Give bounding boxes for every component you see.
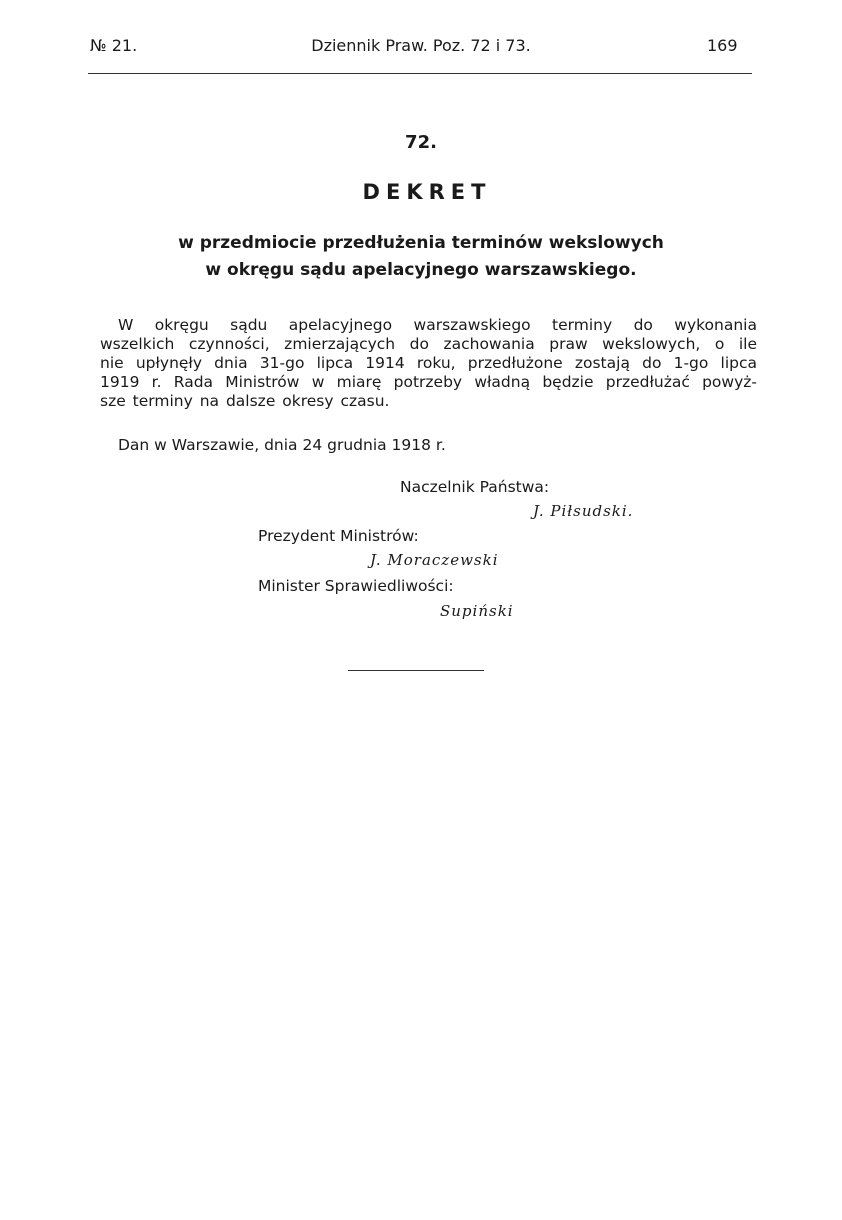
act-number: 72. xyxy=(405,132,437,153)
body-line: nie upłynęły dnia 31-go lipca 1914 roku, przedłużone zostają do 1-go lipca xyxy=(100,354,757,372)
signatory-name: J. Piłsudski. xyxy=(533,502,634,520)
signatory-name: Supiński xyxy=(440,602,514,620)
signatory-role: Minister Sprawiedliwości: xyxy=(258,577,454,595)
running-header: Dziennik Praw. Poz. 72 i 73. xyxy=(311,36,531,55)
act-title-line-2: w okręgu sądu apelacyjnego warszawskiego. xyxy=(205,260,637,280)
signatory-role: Prezydent Ministrów: xyxy=(258,527,419,545)
end-rule xyxy=(348,670,484,671)
body-line: W okręgu sądu apelacyjnego warszawskiego terminy do wykonania xyxy=(118,316,757,334)
body-line: wszelkich czynności, zmierzających do zachowania praw wekslowych, o ile xyxy=(100,335,757,353)
issue-number: № 21. xyxy=(90,36,138,55)
date-line: Dan w Warszawie, dnia 24 grudnia 1918 r. xyxy=(118,436,446,454)
body-line: 1919 r. Rada Ministrów w miarę potrzeby władną będzie przedłużać powyż- xyxy=(100,373,757,391)
body-line: sze terminy na dalsze okresy czasu. xyxy=(100,392,390,410)
act-type: DEKRET xyxy=(362,180,492,204)
header-rule xyxy=(88,73,752,74)
signatory-name: J. Moraczewski xyxy=(370,551,499,569)
signatory-role: Naczelnik Państwa: xyxy=(400,478,550,496)
page-number: 169 xyxy=(707,36,738,55)
act-title-line-1: w przedmiocie przedłużenia terminów wekslowych xyxy=(178,233,664,253)
